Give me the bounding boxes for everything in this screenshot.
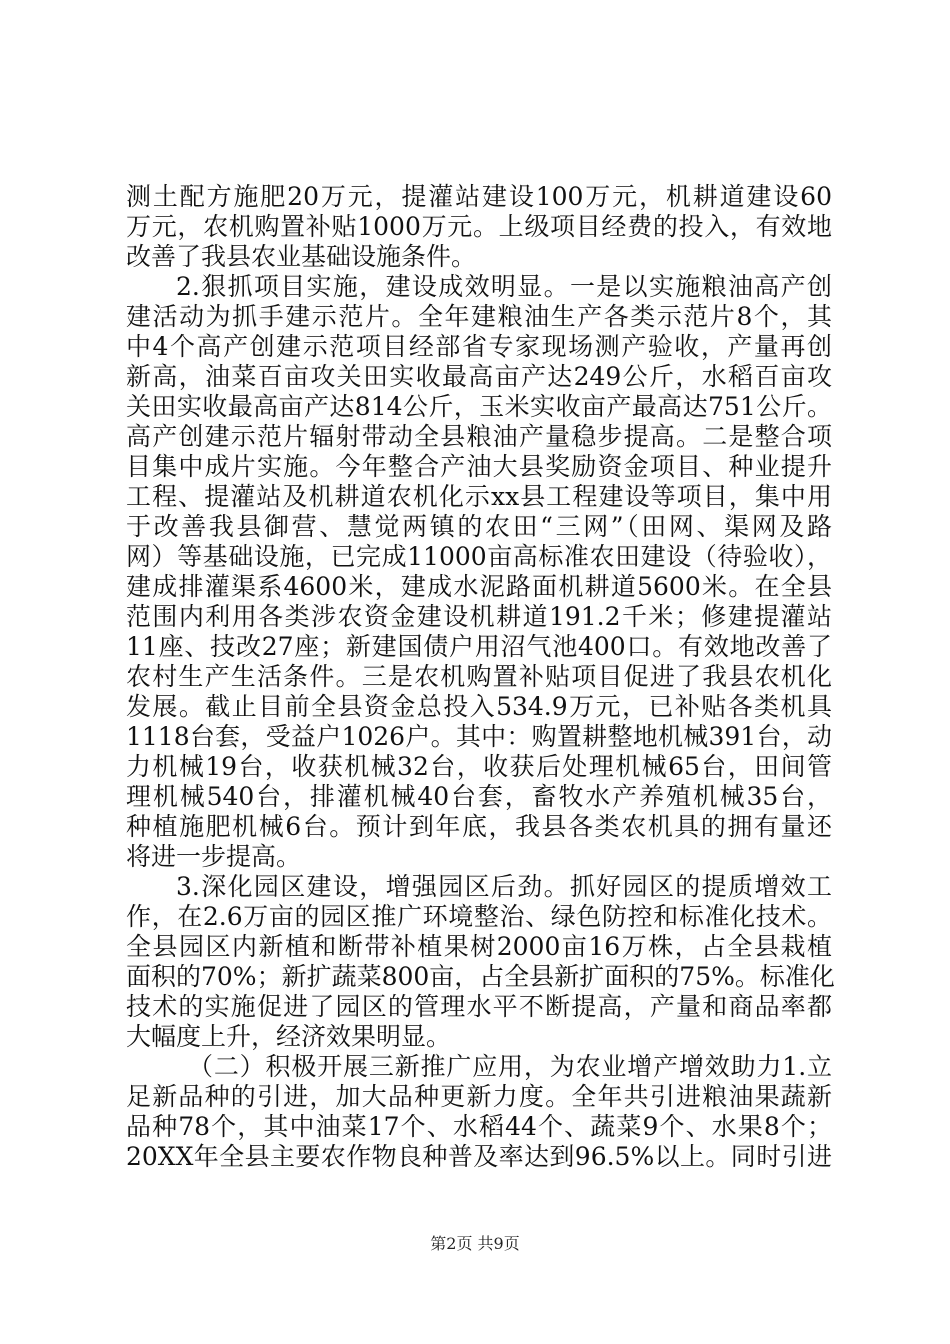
text-line: 于改善我县御营、慧觉两镇的农田“三网”（田网、渠网及路 [126, 512, 832, 541]
text-line: 2.狠抓项目实施，建设成效明显。一是以实施粮油高产创 [176, 272, 832, 301]
text-line: 改善了我县农业基础设施条件。 [126, 242, 477, 271]
text-line: 足新品种的引进，加大品种更新力度。全年共引进粮油果蔬新 [126, 1082, 832, 1111]
text-line: 大幅度上升，经济效果明显。 [126, 1022, 452, 1051]
text-line: 新高，油菜百亩攻关田实收最高亩产达249公斤，水稻百亩攻 [126, 362, 832, 391]
text-line: 关田实收最高亩产达814公斤，玉米实收亩产最高达751公斤。 [126, 392, 832, 421]
text-line: 万元，农机购置补贴1000万元。上级项目经费的投入，有效地 [126, 212, 832, 241]
page-footer: 第2页 共9页 [430, 1234, 520, 1253]
text-line: 11座、技改27座；新建国债户用沼气池400口。有效地改善了 [126, 632, 832, 661]
text-line: 1118台套，受益户1026户。其中：购置耕整地机械391台，动 [126, 722, 832, 751]
text-line: 中4个高产创建示范项目经部省专家现场测产验收，产量再创 [126, 332, 832, 361]
text-line: 建活动为抓手建示范片。全年建粮油生产各类示范片8个，其 [126, 302, 832, 331]
text-line: 种植施肥机械6台。预计到年底，我县各类农机具的拥有量还 [126, 812, 832, 841]
text-line: 测土配方施肥20万元，提灌站建设100万元，机耕道建设60 [126, 182, 832, 211]
text-line: 发展。截止目前全县资金总投入534.9万元，已补贴各类机具 [126, 692, 832, 721]
text-line: 全县园区内新植和断带补植果树2000亩16万株，占全县栽植 [126, 932, 832, 961]
text-line: 网）等基础设施，已完成11000亩高标准农田建设（待验收）， [126, 542, 832, 571]
text-line: 作，在2.6万亩的园区推广环境整治、绿色防控和标准化技术。 [126, 902, 832, 931]
text-line: 建成排灌渠系4600米，建成水泥路面机耕道5600米。在全县 [126, 572, 832, 601]
text-line: 范围内利用各类涉农资金建设机耕道191.2千米；修建提灌站 [126, 602, 832, 631]
text-line: 面积的70%；新扩蔬菜800亩，占全县新扩面积的75%。标准化 [126, 962, 835, 991]
text-line: 技术的实施促进了园区的管理水平不断提高，产量和商品率都 [126, 992, 832, 1021]
text-line: 农村生产生活条件。三是农机购置补贴项目促进了我县农机化 [126, 662, 832, 691]
text-line: 目集中成片实施。今年整合产油大县奖励资金项目、种业提升 [126, 452, 832, 481]
text-line: 品种78个，其中油菜17个、水稻44个、蔬菜9个、水果8个； [126, 1112, 832, 1141]
text-line: 力机械19台，收获机械32台，收获后处理机械65台，田间管 [126, 752, 832, 781]
text-line: 3.深化园区建设，增强园区后劲。抓好园区的提质增效工 [176, 872, 832, 901]
text-line: 高产创建示范片辐射带动全县粮油产量稳步提高。二是整合项 [126, 422, 832, 451]
text-line: 20XX年全县主要农作物良种普及率达到96.5%以上。同时引进 [126, 1142, 832, 1171]
text-line: 理机械540台，排灌机械40台套，畜牧水产养殖机械35台， [126, 782, 832, 811]
text-line: 工程、提灌站及机耕道农机化示xx县工程建设等项目，集中用 [126, 482, 832, 511]
text-line: （二）积极开展三新推广应用，为农业增产增效助力1.立 [188, 1052, 832, 1081]
text-line: 将进一步提高。 [126, 842, 302, 871]
